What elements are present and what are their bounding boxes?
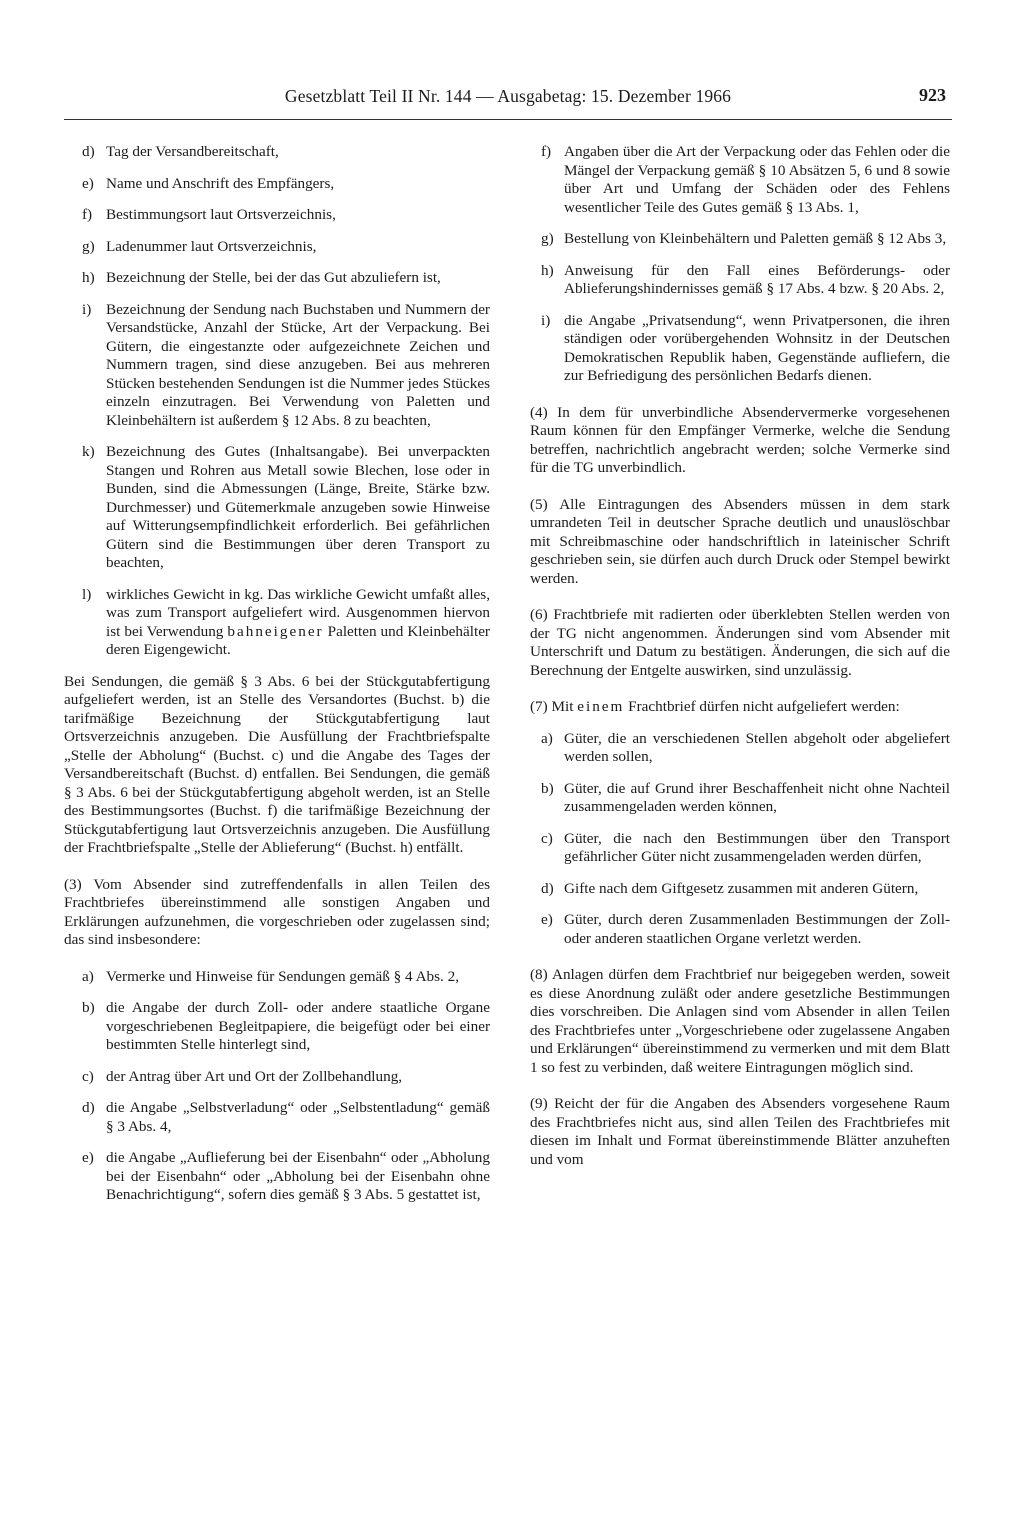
list-item [64,206,490,225]
list-marker: h) [82,269,95,286]
spaced-text: einem [577,698,625,715]
list-text: Bezeichnung der Stelle, bei der das Gut abzuliefern ist, [106,269,441,286]
list-marker: k) [82,443,95,460]
list-item [530,143,950,217]
list-item [64,586,490,660]
list-item [530,880,950,899]
list-marker: a) [541,729,553,747]
paragraph-8: (8) Anlagen dürfen dem Frachtbrief nur beigegeben werden, soweit es diese Anordnung zuläßt oder andere gesetzliche Bestimmungen dies vorschreiben. Die Anlagen sind vom Absender in allen Teilen des Frachtbriefes unter „Vorgeschriebene oder zugelassene Angaben und Erklärungen“ übereinstimmend zu vermerken und mit dem Blatt 1 so fest zu verbinden, daß weitere Eintragungen möglich sind. [530,966,950,1076]
list-marker: f) [541,143,552,160]
header-title: Gesetzblatt Teil II Nr. 144 — Ausgabetag: 15. Dezember 1966 [284,86,732,106]
page-header [64,86,952,108]
list-marker: l) [82,585,92,603]
list-text: Ladenummer laut Ortsverzeichnis, [106,237,317,255]
page-number: 923 [919,85,946,105]
list-text: die Angabe der durch Zoll- oder andere staatliche Organe vorgeschriebenen Begleitpapiere, die beigefügt oder bei einer bestimmten Stelle hinterlegt sind, [106,999,490,1053]
header-rule [64,119,952,120]
list-item [530,780,950,817]
list-marker: e) [82,174,94,192]
paragraph-text: (7) Mit [530,698,578,715]
paragraph-text: Frachtbrief dürfen nicht aufgeliefert werden: [624,698,900,715]
list-marker: e) [541,911,553,928]
list-text: Bestellung von Kleinbehältern und Paletten gemäß § 12 Abs 3, [564,230,947,247]
spaced-text: bahneigener [227,622,324,640]
list-marker: c) [82,1067,94,1085]
list-text: Vermerke und Hinweise für Sendungen gemäß § 4 Abs. 2, [106,967,460,985]
list-text: Güter, die an verschiedenen Stellen abgeholt oder abgeliefert werden sollen, [564,729,950,765]
list-item [64,968,490,987]
list-item [64,175,490,194]
list-text: Tag der Versandbereitschaft, [106,143,279,160]
paragraph-3: (3) Vom Absender sind zutreffendenfalls in allen Teilen des Frachtbriefes übereinstimmend alle sonstigen Angaben und Erklärungen aufzunehmen, die vorgeschrieben oder zugelassen sind; das sind insbesondere: [64,875,490,948]
list-text: Anweisung für den Fall eines Beförderungs- oder Ablieferungshindernisses gemäß § 17 Abs. 4 bzw. § 20 Abs. 2, [564,261,950,297]
list-text: wirkliches Gewicht in kg. Das wirkliche Gewicht umfaßt alles, was zum Transport aufgeliefert wird. Ausgenommen hiervon ist bei Verwendung [106,585,490,640]
list-item [64,143,490,162]
list-text: Güter, durch deren Zusammenladen Bestimmungen der Zoll- oder anderen staatlichen Organe verletzt werden. [564,911,950,947]
list-item [64,443,490,573]
paragraph-7 [530,698,950,717]
list-item [530,911,950,948]
list-marker: b) [541,779,554,797]
list-text: die Angabe „Privatsendung“, wenn Privatpersonen, die ihren ständigen oder vorübergehenden Wohnsitz in der Deutschen Demokratischen Republik haben, Gegenstände aufliefern, die zur Befriedigung des persönlichen Bedarfs dienen. [564,311,950,384]
list-text: die Angabe „Selbstverladung“ oder „Selbstentladung“ gemäß § 3 Abs. 4, [106,1099,490,1135]
list-item [64,269,490,288]
list-marker: a) [82,967,94,985]
list-marker: f) [82,206,93,223]
list-text: Bezeichnung der Sendung nach Buchstaben und Nummern der Versandstücke, Anzahl der Stücke, Art der Verpackung. Bei Gütern, die eingestanzte oder aufgezeichnete Zeichen und Nummern tragen, sind diese anzugeben. Bei aus mehreren Stücken bestehenden Sendungen ist die Nummer jedes Stückes einzeln einzutragen. Bei Verwendung von Paletten und Kleinbehältern ist außerdem § 12 Abs. 8 zu beachten, [106,300,490,429]
list-marker: d) [541,879,554,897]
list-marker: g) [541,230,554,247]
list-item [64,301,490,431]
right-column [530,143,950,1182]
list-item [530,262,950,299]
list-marker: e) [82,1149,94,1166]
list-text: Gifte nach dem Giftgesetz zusammen mit anderen Gütern, [564,879,919,897]
paragraph-4: (4) In dem für unverbindliche Absendervermerke vorgesehenen Raum können für den Empfänger Vermerke, welche die Sendung betreffen, nachrichtlich angebracht werden; solche Vermerke sind für die TG unverbindlich. [530,403,950,476]
list-text: Güter, die nach den Bestimmungen über den Transport gefährlicher Güter nicht zusammengeladen werden dürfen, [564,829,950,865]
list-item [530,230,950,249]
list-marker: d) [82,143,95,160]
list-item [530,312,950,386]
list-item [64,1099,490,1136]
paragraph-sendungen: Bei Sendungen, die gemäß § 3 Abs. 6 bei der Stückgutabfertigung aufgeliefert werden, ist an Stelle des Versandortes (Buchst. b) die tarifmäßige Bezeichnung der Stückgutabfertigung laut Ortsverzeichnis anzugeben. Die Ausfüllung der Frachtbriefspalte „Stelle der Abholung“ (Buchst. c) und die Angabe des Tages der Versandbereitschaft (Buchst. d) entfallen. Bei Sendungen, die gemäß § 3 Abs. 6 bei der Stückgutabfertigung abgeholt werden, ist an Stelle des Bestimmungsortes (Buchst. f) die tarifmäßige Bezeichnung der Stückgutabfertigung laut Ortsverzeichnis anzugeben. Die Ausfüllung der Frachtbriefspalte „Stelle der Ablieferung“ (Buchst. h) entfällt. [64,672,490,856]
list-text: Name und Anschrift des Empfängers, [106,174,335,192]
list-item [64,1068,490,1087]
paragraph-5: (5) Alle Eintragungen des Absenders müssen in dem stark umrandeten Teil in deutscher Sprache deutlich und unauslöschbar mit Schreibmaschine oder handschriftlich in lateinischer Schrift geschrieben sein, sie dürfen auch durch Druck oder Stempel bewirkt werden. [530,495,950,587]
list-text: Angaben über die Art der Verpackung oder das Fehlen oder die Mängel der Verpackung gemäß § 10 Absätzen 5, 6 und 8 sowie über Art und Umfang der Schäden oder des Fehlens wesentlicher Teile des Gutes gemäß § 13 Abs. 1, [564,143,950,216]
list-marker: g) [82,237,95,255]
list-text: Güter, die auf Grund ihrer Beschaffenheit nicht ohne Nachteil zusammengeladen werden können, [564,779,950,815]
paragraph-9: (9) Reicht der für die Angaben des Absenders vorgesehene Raum des Frachtbriefes nicht aus, sind allen Teilen des Frachtbriefes mit diesen im Inhalt und Format übereinstimmende Blätter anzuheften und vom [530,1095,950,1168]
list-text: Bezeichnung des Gutes (Inhaltsangabe). Bei unverpackten Stangen und Rohren aus Metall sowie Blechen, lose oder in Bunden, sind die Abmessungen (Länge, Breite, Stärke bzw. Durchmesser) und Gütemerkmale anzugeben sowie Hinweise auf Witterungsempfindlichkeit erforderlich. Bei gefährlichen Gütern sind die Bestimmungen über deren Transport zu beachten, [106,443,490,571]
list-text: Bestimmungsort laut Ortsverzeichnis, [106,206,336,223]
list-marker: c) [541,829,553,847]
list-item [64,1149,490,1205]
list-item [64,999,490,1055]
list-text: die Angabe „Auflieferung bei der Eisenbahn“ oder „Abholung bei der Eisenbahn“ oder „Abholung bei der Eisenbahn ohne Benachrichtigung“, sofern dies gemäß § 3 Abs. 5 gestattet ist, [106,1149,490,1203]
paragraph-6: (6) Frachtbriefe mit radierten oder überklebten Stellen werden von der TG nicht angenommen. Änderungen sind vom Absender mit Unterschrift und Datum zu bestätigen. Änderungen, die sich auf die Berechnung der Entgelte auswirken, sind unzulässig. [530,606,950,679]
list-marker: i) [82,300,92,318]
list-marker: d) [82,1099,95,1116]
list-item [530,730,950,767]
list-marker: b) [82,999,95,1016]
list-item [530,830,950,867]
left-column [64,143,490,1218]
list-marker: h) [541,261,554,279]
list-item [64,238,490,257]
list-marker: i) [541,311,551,329]
list-text: der Antrag über Art und Ort der Zollbehandlung, [106,1067,403,1085]
list-text: Paletten und Kleinbehälter deren Eigengewicht. [106,622,490,658]
